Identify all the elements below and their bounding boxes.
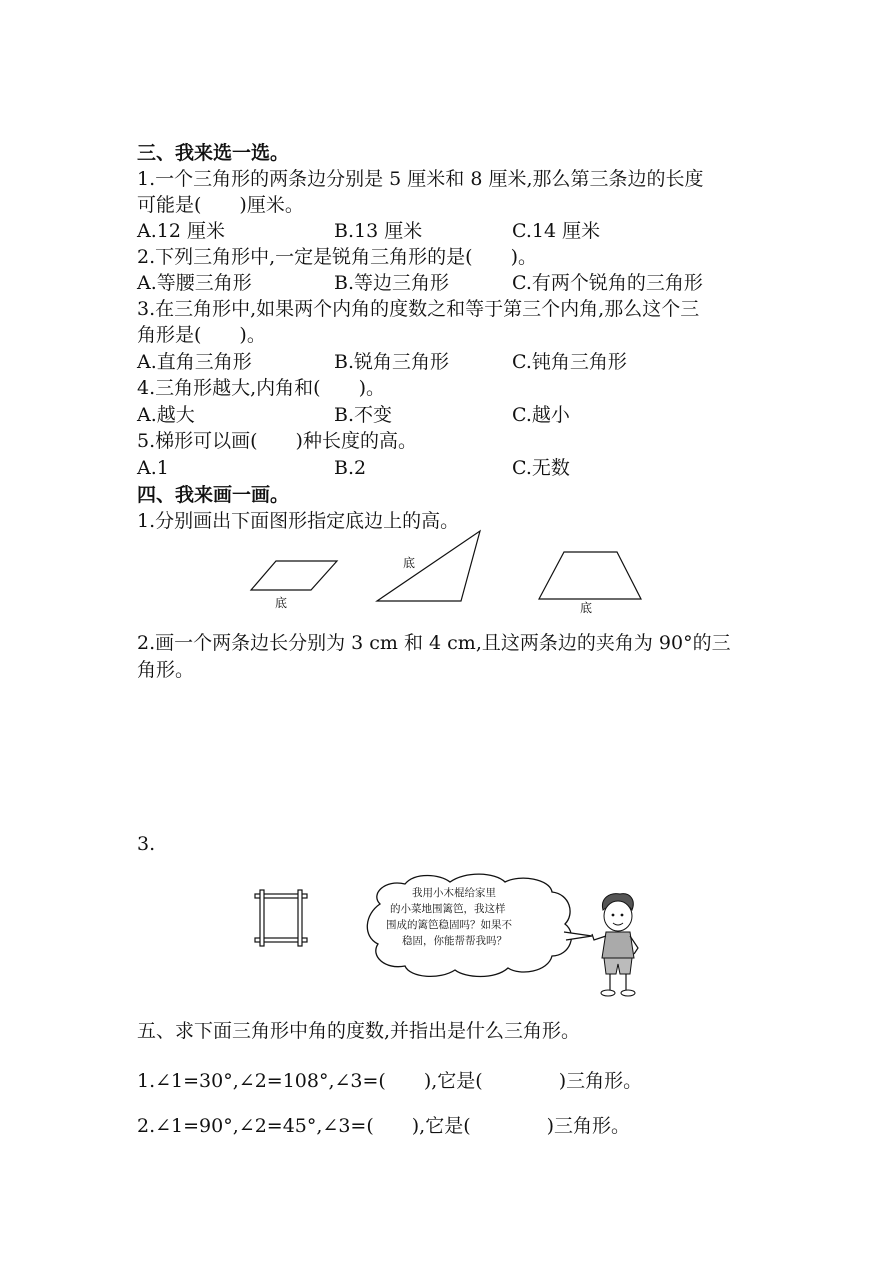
obtuse-triangle-shape	[377, 531, 480, 601]
boy-illustration	[588, 890, 648, 1000]
bubble-line-1: 我用小木棍给家里	[412, 887, 496, 899]
q3-option-a[interactable]: A.直角三角形	[137, 351, 252, 373]
parallelogram-shape	[251, 561, 337, 590]
trapezoid-shape	[539, 552, 641, 599]
parallelogram-base-label: 底	[275, 596, 288, 610]
q1-text-line2: 可能是( )厘米。	[137, 194, 304, 216]
q1-option-b[interactable]: B.13 厘米	[334, 220, 423, 242]
q1-option-a[interactable]: A.12 厘米	[137, 220, 225, 242]
angle-q2: 2.∠1=90°,∠2=45°,∠3=( ),它是( )三角形。	[137, 1115, 631, 1137]
q4-option-b[interactable]: B.不变	[334, 404, 393, 426]
q2-option-a[interactable]: A.等腰三角形	[137, 272, 252, 294]
triangle-base-label: 底	[403, 556, 416, 570]
q5-text: 5.梯形可以画( )种长度的高。	[137, 430, 417, 452]
q4-option-c[interactable]: C.越小	[512, 404, 570, 426]
angle-q1: 1.∠1=30°,∠2=108°,∠3=( ),它是( )三角形。	[137, 1070, 643, 1092]
draw-q1-text: 1.分别画出下面图形指定底边上的高。	[137, 510, 460, 532]
q2-option-b[interactable]: B.等边三角形	[334, 272, 450, 294]
q4-option-a[interactable]: A.越大	[137, 404, 195, 426]
q2-text: 2.下列三角形中,一定是锐角三角形的是( )。	[137, 246, 537, 268]
q3-text-line2: 角形是( )。	[137, 324, 266, 346]
stick-square-figure	[252, 888, 322, 958]
shapes-figure	[0, 528, 892, 618]
q3-option-b[interactable]: B.锐角三角形	[334, 351, 450, 373]
q3-option-c[interactable]: C.钝角三角形	[512, 351, 627, 373]
bubble-line-3: 围成的篱笆稳固吗？如果不	[386, 919, 512, 931]
q1-option-c[interactable]: C.14 厘米	[512, 220, 601, 242]
q3-text-line1: 3.在三角形中,如果两个内角的度数之和等于第三个内角,那么这个三	[137, 298, 700, 320]
draw-q2-line1: 2.画一个两条边长分别为 3 cm 和 4 cm,且这两条边的夹角为 90°的三	[137, 632, 731, 654]
q2-option-c[interactable]: C.有两个锐角的三角形	[512, 272, 703, 294]
q1-text-line1: 1.一个三角形的两条边分别是 5 厘米和 8 厘米,那么第三条边的长度	[137, 168, 704, 190]
bubble-line-2: 的小菜地围篱笆，我这样	[390, 903, 506, 915]
bubble-line-4: 稳固，你能帮帮我吗？	[402, 935, 507, 947]
section3-title: 三、我来选一选。	[137, 142, 290, 164]
section4-title: 四、我来画一画。	[137, 484, 290, 506]
draw-q3-label: 3.	[137, 833, 156, 855]
speech-bubble	[360, 874, 590, 984]
section5-title: 五、求下面三角形中角的度数,并指出是什么三角形。	[137, 1020, 581, 1042]
q5-option-c[interactable]: C.无数	[512, 457, 570, 479]
q5-option-a[interactable]: A.1	[137, 457, 169, 479]
q5-option-b[interactable]: B.2	[334, 457, 367, 479]
q4-text: 4.三角形越大,内角和( )。	[137, 377, 385, 399]
draw-q2-line2: 角形。	[137, 659, 195, 681]
trapezoid-base-label: 底	[580, 601, 593, 615]
